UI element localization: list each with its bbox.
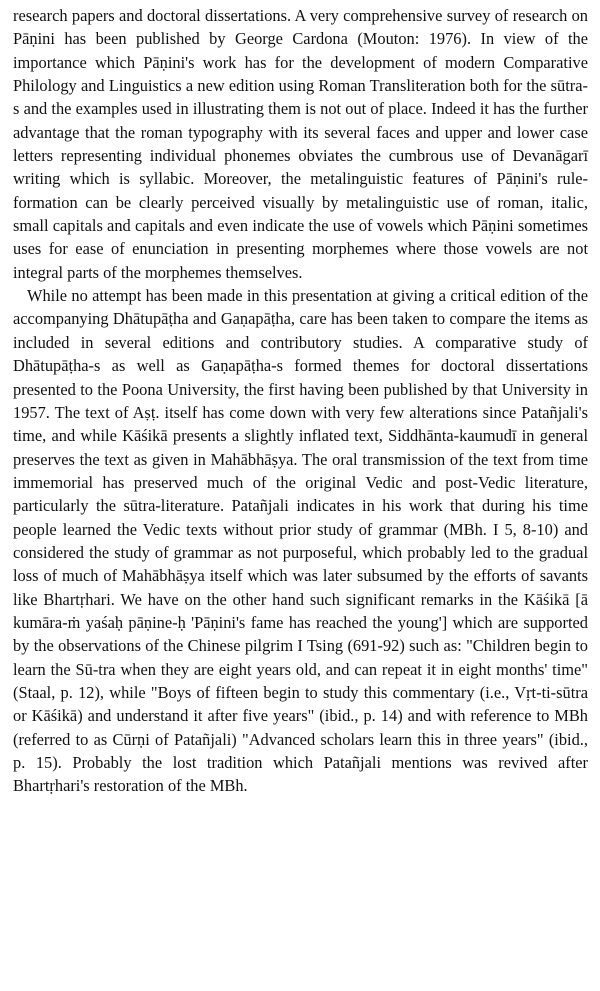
paragraph-cardona-survey: research papers and doctoral dissertations. A very comprehensive survey of research on Pāṇini has been published by George Cardona (Mouton: 1976). In view of the importance which Pāṇini's work has for the development of modern Comparative Philology and Linguistics a new edition using Roman Transliteration both for the sūtra-s and the examples used in illustrating them is not out of place. Indeed it has the further advantage that the roman typography with its several faces and upper and lower case letters representing individual phonemes obviates the cumbrous use of Devanāgarī writing which is syllabic. Moreover, the metalinguistic features of Pāṇini's rule-formation can be clearly perceived visually by metalinguistic use of roman, italic, small capitals and capitals and even indicate the use of vowels which Pāṇini sometimes uses for ease of enunciation in presenting morphemes where those vowels are not integral parts of the morphemes themselves. (13, 6, 588, 282)
paragraph-dhatupatha-ganapatha: While no attempt has been made in this presentation at giving a critical edition of the accompanying Dhātupāṭha and Gaṇapāṭha, care has been taken to compare the items as included in several editions and contributory studies. A comparative study of Dhātupāṭha-s as well as Gaṇapāṭha-s formed themes for doctoral dissertations presented to the Poona University, the first having been published by that University in 1957. The text of Aṣṭ. itself has come down with very few alterations since Patañjali's time, and while Kāśikā presents a slightly inflated text, Siddhānta-kaumudī in general preserves the text as given in Mahābhāṣya. The oral transmission of the text from time immemorial has preserved much of the original Vedic and post-Vedic literature, particularly the sūtra-literature. Patañjali indicates in his work that during his time people learned the Vedic texts without prior study of grammar (MBh. I 5, 8-10) and considered the study of grammar as not purposeful, which probably led to the gradual loss of much of Mahābhāṣya itself which was later subsumed by the efforts of savants like Bhartṛhari. We have on the other hand such significant remarks in the Kāśikā [ā kumāra-ṁ yaśaḥ pāṇine-ḥ 'Pāṇini's fame has reached the young'] which are supported by the observations of the Chinese pilgrim I Tsing (691-92) such as: "Children begin to learn the Sū-tra when they are eight years old, and can repeat it in eight months' time" (Staal, p. 12), while "Boys of fifteen begin to study this commentary (i.e., Vṛt-ti-sūtra or Kāśikā) and understand it after five years" (ibid., p. 14) and with reference to MBh (referred to as Cūrṇi of Patañjali) "Advanced scholars learn this in three years" (ibid., p. 15). Probably the lost tradition which Patañjali mentions was revived after Bhartṛhari's restoration of the MBh. (13, 286, 588, 796)
document-page (13, 4, 588, 798)
